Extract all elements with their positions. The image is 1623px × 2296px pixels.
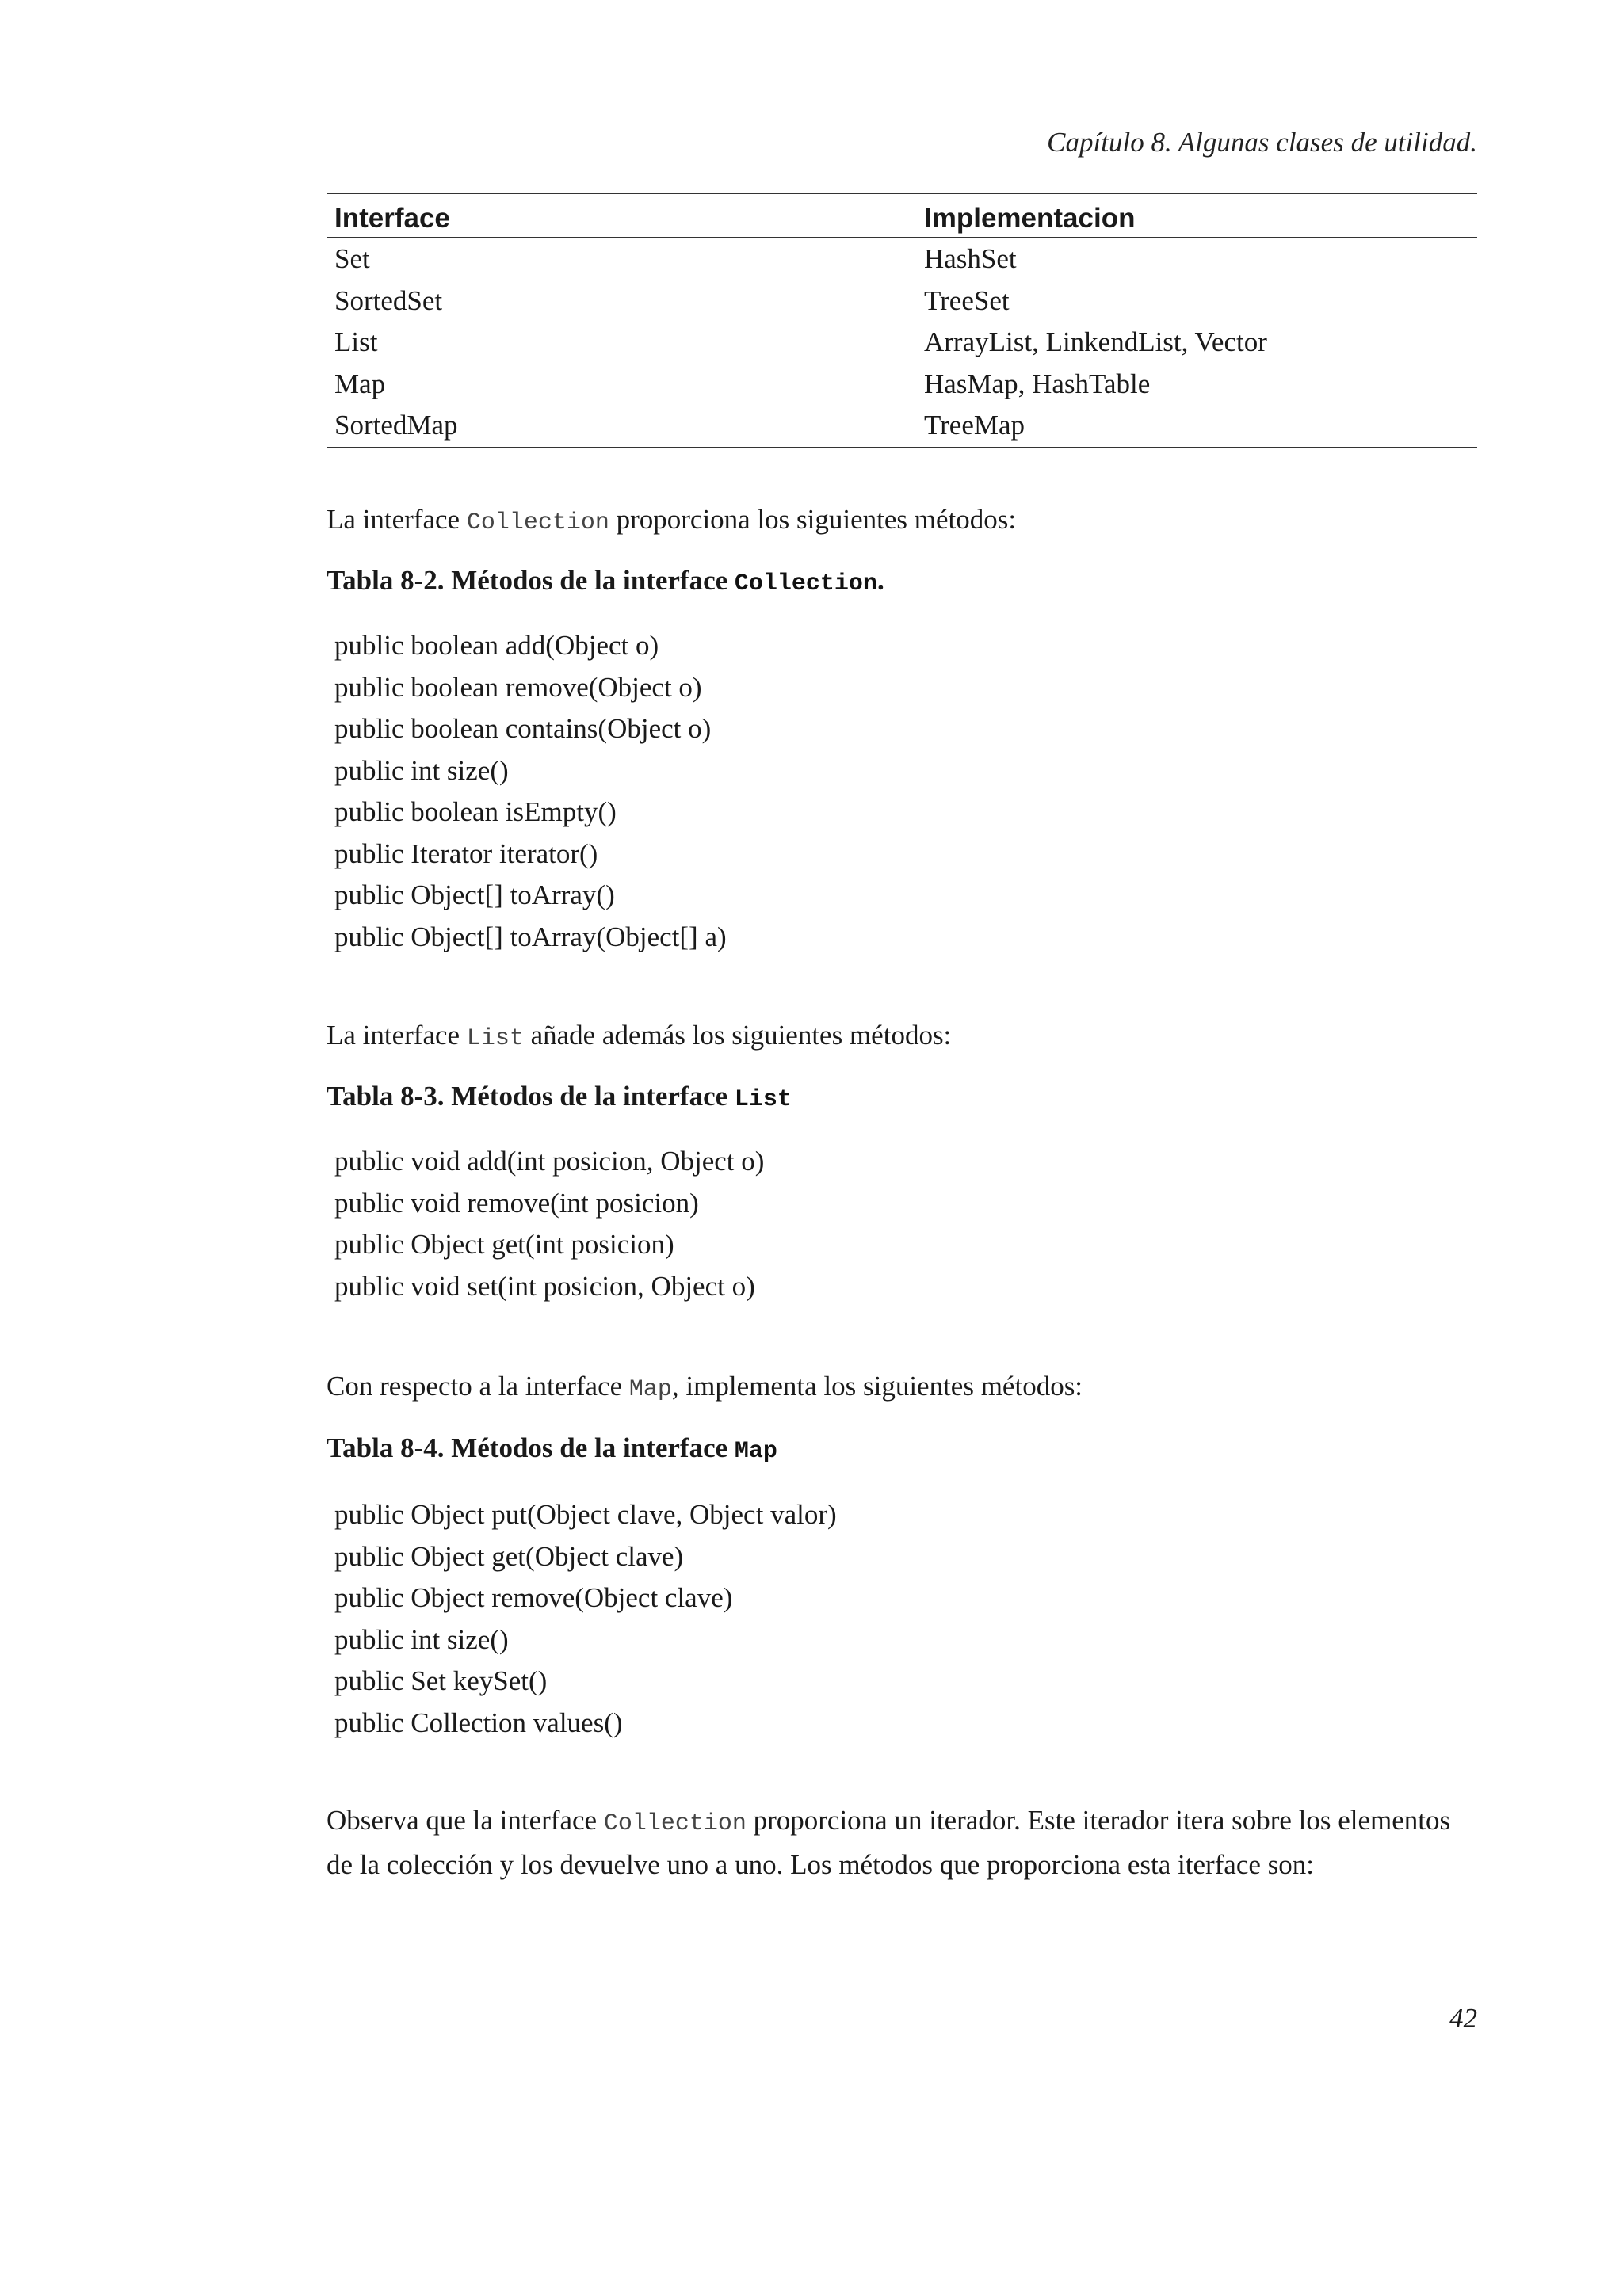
intro-text: La interface: [327, 504, 467, 535]
list-item: public boolean contains(Object o): [334, 713, 712, 744]
list-item: public boolean remove(Object o): [334, 671, 702, 703]
list-item: public Object[] toArray(): [334, 879, 615, 910]
implementation-cell: TreeSet: [924, 284, 1010, 316]
list-item: public Collection values(): [334, 1707, 623, 1738]
implementation-cell: ArrayList, LinkendList, Vector: [924, 326, 1267, 358]
list-item: public int size(): [334, 1623, 509, 1655]
intro-text: proporciona los siguientes métodos:: [609, 504, 1017, 535]
closing-paragraph: [327, 1800, 1477, 1886]
inline-code: Collection: [466, 509, 609, 536]
list-item: public Object remove(Object clave): [334, 1582, 733, 1613]
interfaces-table: [327, 193, 1477, 448]
list-item: public void add(int posicion, Object o): [334, 1146, 765, 1177]
caption-text: Tabla 8-2. Métodos de la interface: [327, 565, 735, 596]
table-header-row: [327, 193, 1477, 238]
map-intro-paragraph: [327, 1366, 1477, 1410]
paragraph-text: proporciona un iterador. Este iterador itera sobre los elementos de la colección y los devuelve uno a uno. Los métodos que proporciona esta iterface son:: [327, 1805, 1451, 1880]
table-caption-8-2: [327, 565, 884, 597]
list-item: public boolean add(Object o): [334, 630, 659, 661]
interface-cell: Map: [334, 368, 386, 399]
intro-text: Con respecto a la interface: [327, 1371, 629, 1402]
caption-code: List: [734, 1086, 792, 1113]
table-row: [327, 280, 1477, 322]
caption-code: Map: [734, 1438, 777, 1465]
interface-cell: List: [334, 326, 378, 358]
list-item: public Object[] toArray(Object[] a): [334, 921, 727, 952]
inline-code: Collection: [603, 1810, 747, 1837]
caption-text: Tabla 8-4. Métodos de la interface: [327, 1432, 735, 1463]
list-item: public boolean isEmpty(): [334, 796, 617, 827]
list-item: public int size(): [334, 754, 509, 786]
inline-code: List: [466, 1025, 524, 1052]
list-item: public Object get(Object clave): [334, 1540, 684, 1572]
list-methods-list: [327, 1141, 764, 1307]
table-row: [327, 405, 1477, 448]
list-item: public Iterator iterator(): [334, 837, 598, 869]
map-methods-list: [327, 1494, 837, 1744]
list-item: public void remove(int posicion): [334, 1187, 699, 1219]
intro-text: , implementa los siguientes métodos:: [671, 1371, 1083, 1402]
interface-cell: Set: [334, 243, 370, 275]
list-item: public Object get(int posicion): [334, 1229, 674, 1260]
implementation-cell: TreeMap: [916, 405, 1477, 448]
inline-code: Map: [628, 1376, 672, 1403]
implementation-cell: HasMap, HashTable: [924, 368, 1151, 399]
table-row: [327, 364, 1477, 406]
implementation-cell: HashSet: [924, 243, 1017, 275]
column-header-interface: Interface: [327, 193, 916, 238]
table-row: [327, 238, 1477, 280]
table-caption-8-3: [327, 1081, 792, 1113]
intro-text: añade además los siguientes métodos:: [523, 1020, 952, 1051]
column-header-implementation: Implementacion: [916, 193, 1477, 238]
list-item: public Object put(Object clave, Object valor): [334, 1499, 837, 1530]
table-row: [327, 322, 1477, 364]
running-header: Capítulo 8. Algunas clases de utilidad.: [1047, 127, 1477, 158]
caption-text: Tabla 8-3. Métodos de la interface: [327, 1081, 735, 1112]
collection-intro-paragraph: [327, 499, 1477, 543]
list-item: public Set keySet(): [334, 1665, 548, 1696]
caption-end: .: [876, 565, 884, 596]
page-number: 42: [1449, 2003, 1477, 2034]
list-intro-paragraph: [327, 1015, 1477, 1059]
collection-methods-list: [327, 625, 727, 958]
interface-cell: SortedSet: [334, 284, 443, 316]
caption-code: Collection: [734, 570, 877, 597]
list-item: public void set(int posicion, Object o): [334, 1270, 755, 1302]
interface-cell: SortedMap: [327, 405, 916, 448]
table-caption-8-4: [327, 1432, 777, 1465]
intro-text: La interface: [327, 1020, 467, 1051]
paragraph-text: Observa que la interface: [327, 1805, 604, 1836]
